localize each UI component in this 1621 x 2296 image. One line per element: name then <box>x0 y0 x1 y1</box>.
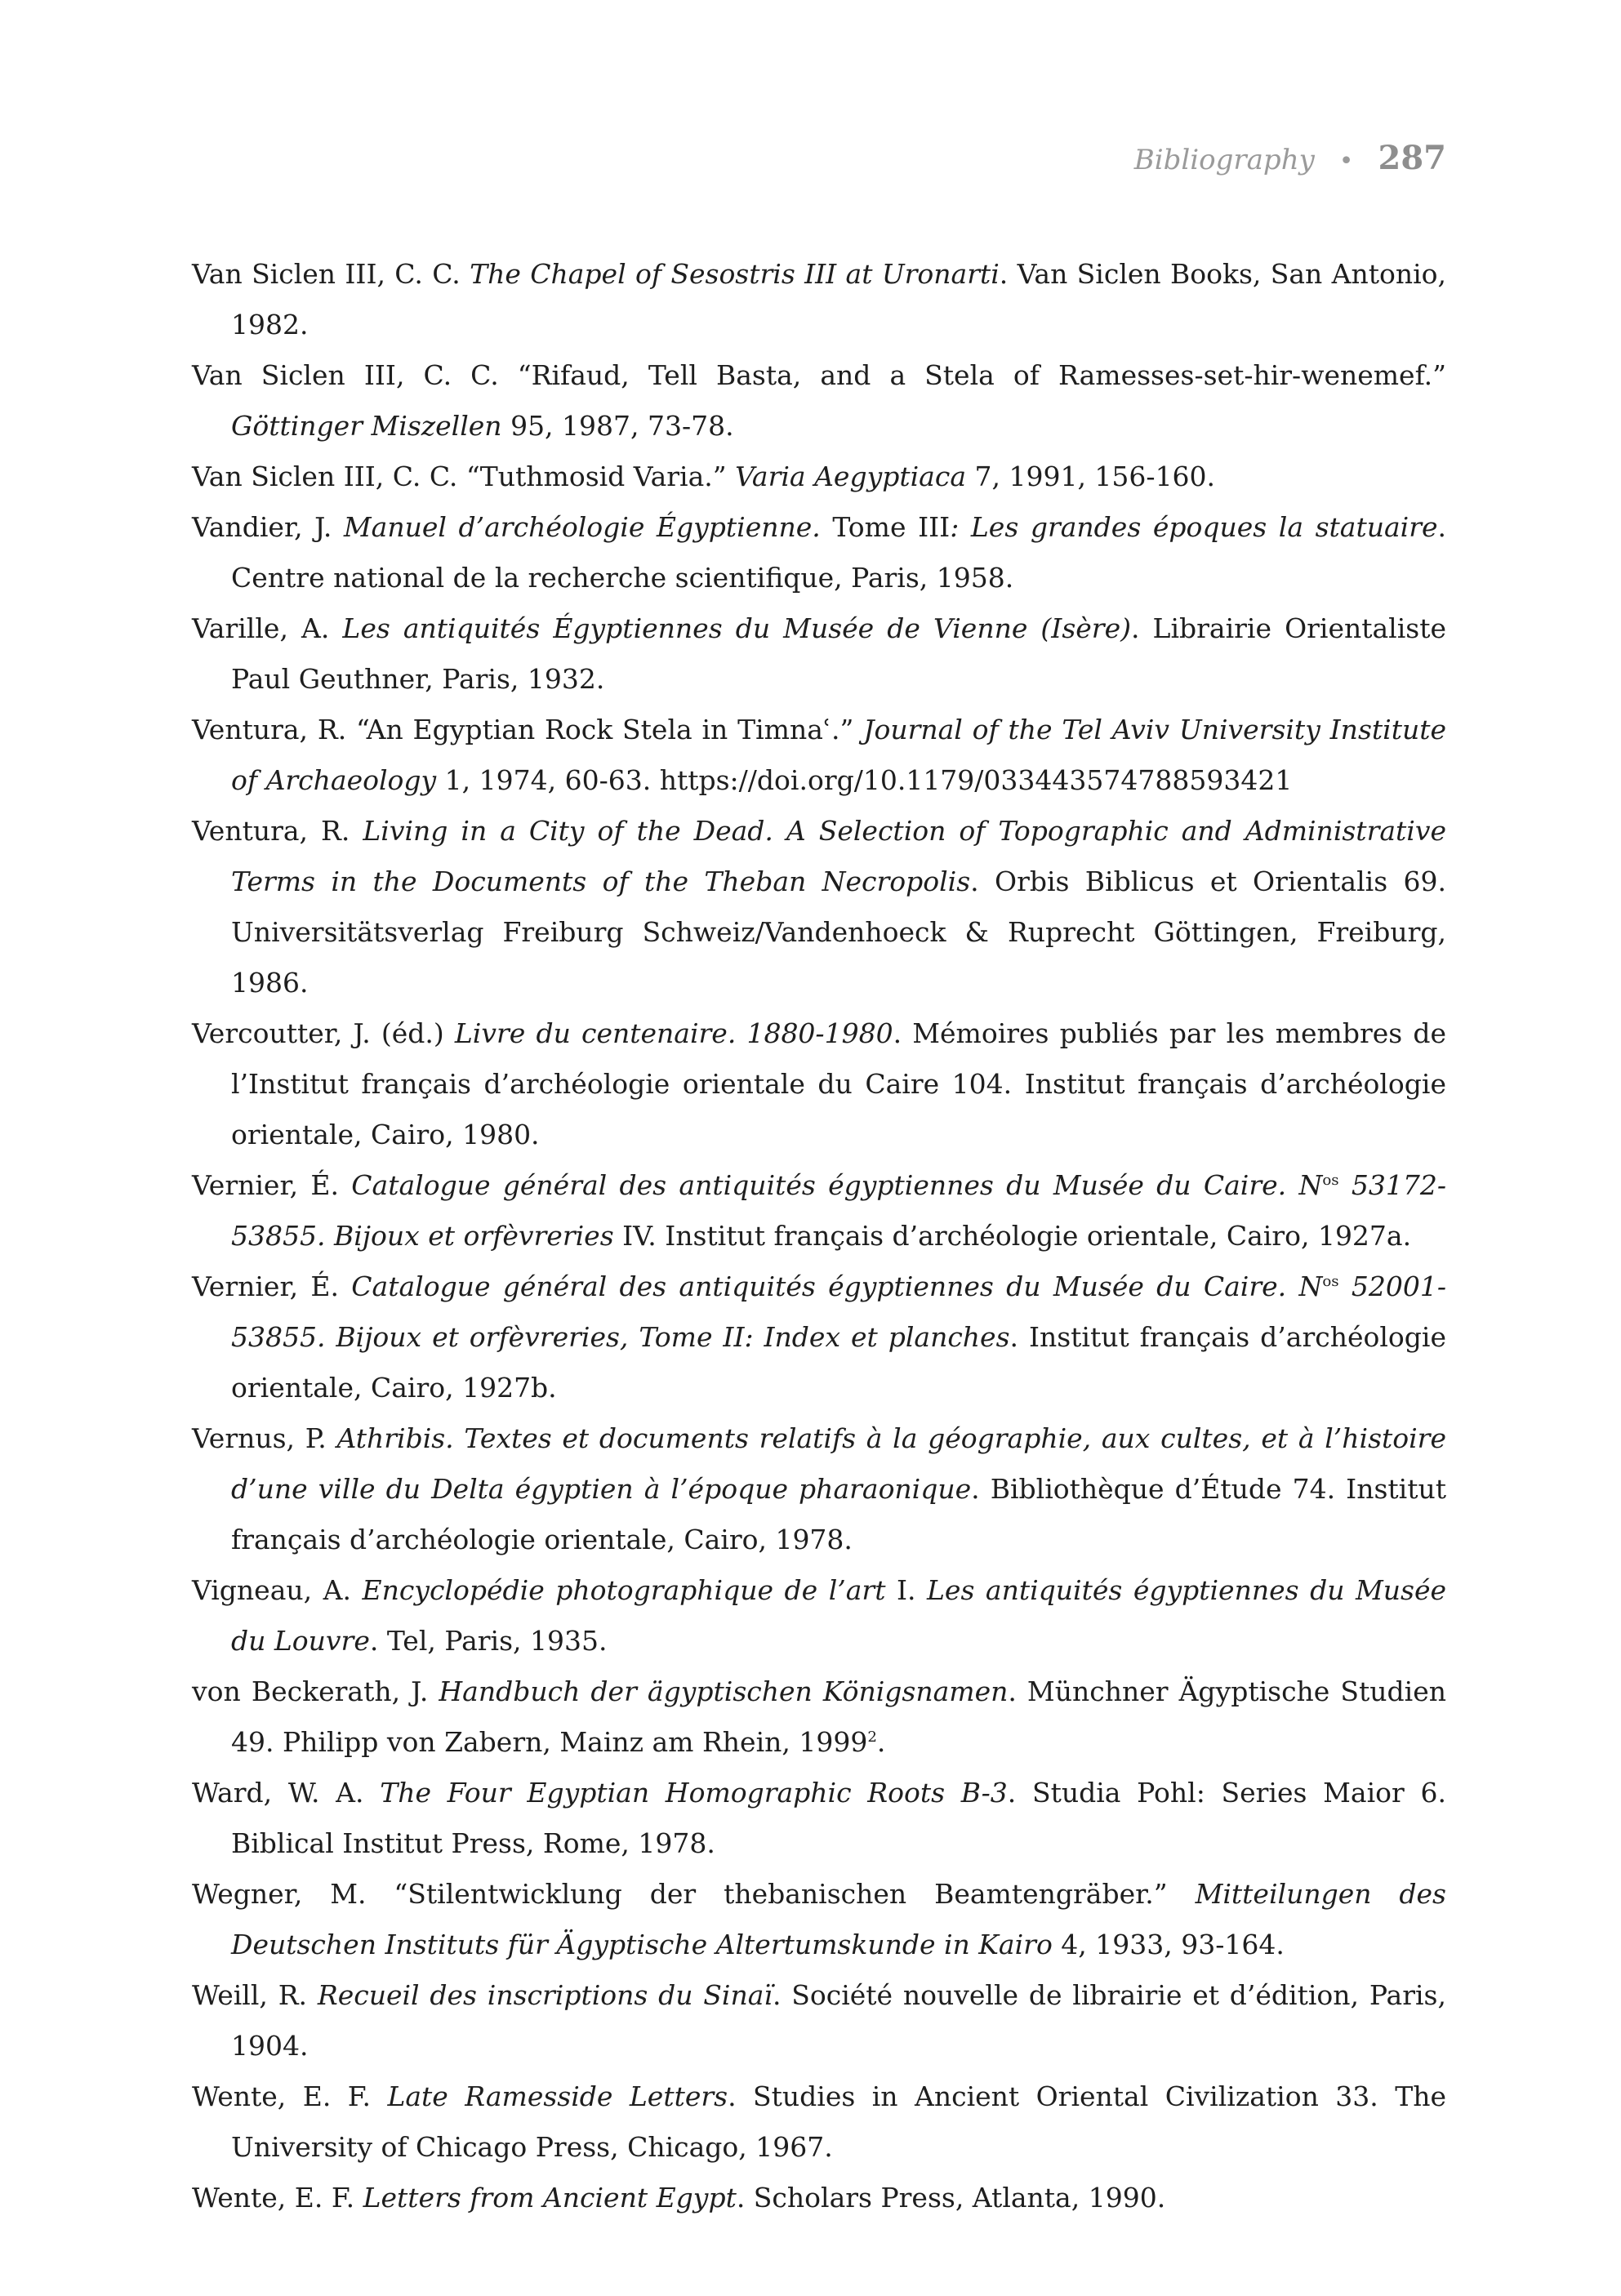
entry-superscript: 2 <box>867 1729 877 1746</box>
entry-text: I. <box>885 1574 928 1606</box>
entry-text: Ward, W. A. <box>192 1777 381 1809</box>
entry-title-italic: Manuel d’archéologie Égyptienne. <box>343 511 821 543</box>
entry-text: Vigneau, A. <box>192 1574 363 1606</box>
entry-text: IV. Institut français d’archéologie orientale, Cairo, 1927a. <box>613 1220 1412 1252</box>
entry-text: . Mémoires publiés par les membres de l’Institut français d’archéologie orientale du Caire 104. Institut français d’archéologie orientale, Cairo, 1980. <box>231 1017 1447 1150</box>
bibliography-entry <box>192 1008 1446 1160</box>
entry-title-italic: Living in a City of the Dead. A Selection of Topographic and Administrative Terms in the Documents of the Theban Necropolis <box>231 815 1447 897</box>
bibliography-entry <box>192 603 1446 705</box>
entry-text: Van Siclen III, C. C. <box>192 258 470 290</box>
header-separator: • <box>1338 147 1354 176</box>
bibliography-entry <box>192 806 1446 1008</box>
entry-text: 7, 1991, 156-160. <box>966 461 1216 492</box>
entry-text: Wegner, M. “Stilentwicklung der thebanischen Beamtengräber.” <box>192 1878 1196 1910</box>
entry-text: . Institut français d’archéologie orientale, Cairo, 1927b. <box>231 1321 1446 1404</box>
entry-text: 1, 1974, 60-63. https://doi.org/10.1179/033443574788593421 <box>436 764 1293 796</box>
entry-text: Vernier, É. <box>192 1270 352 1302</box>
entry-text: . Studies in Ancient Oriental Civilization 33. The University of Chicago Press, Chicago, 1967. <box>231 2080 1446 2163</box>
entry-text: . Société nouvelle de librairie et d’édition, Paris, 1904. <box>231 1979 1446 2062</box>
entry-text: Van Siclen III, C. C. “Tuthmosid Varia.” <box>192 461 736 492</box>
bibliography-entry <box>192 1565 1446 1666</box>
bibliography-entry <box>192 2071 1446 2173</box>
bibliography-entry <box>192 452 1446 502</box>
bibliography-entry <box>192 1666 1446 1768</box>
entry-title-italic: Catalogue général des antiquités égyptiennes du Musée du Caire. N <box>351 1270 1323 1302</box>
section-title: Bibliography <box>1133 144 1315 176</box>
entry-text: 95, 1987, 73-78. <box>501 410 734 442</box>
entry-text: Varille, A. <box>192 612 343 644</box>
entry-text: . Münchner Ägyptische Studien 49. Philipp von Zabern, Mainz am Rhein, 1999 <box>231 1675 1446 1758</box>
entry-text: . Van Siclen Books, San Antonio, 1982. <box>231 258 1446 340</box>
entry-text: Vernus, P. <box>192 1422 337 1454</box>
bibliography-list <box>192 249 1446 2223</box>
entry-text: Ventura, R. “An Egyptian Rock Stela in Timnaʿ.” <box>192 714 864 745</box>
entry-text: . Studia Pohl: Series Maior 6. Biblical Institut Press, Rome, 1978. <box>231 1777 1446 1859</box>
entry-title-italic: Encyclopédie photographique de l’art <box>362 1574 886 1606</box>
entry-text: . <box>876 1726 886 1758</box>
entry-text: Wente, E. F. <box>192 2080 388 2112</box>
entry-title-italic: Journal of the Tel Aviv University Institute of Archaeology <box>231 714 1446 796</box>
entry-text: Van Siclen III, C. C. “Rifaud, Tell Basta, and a Stela of Ramesses-set-hir-wenemef.” <box>192 359 1446 391</box>
entry-title-italic: Athribis. Textes et documents relatifs à la géographie, aux cultes, et à l’histoire d’une ville du Delta égyptien à l’époque pharaonique <box>231 1422 1446 1505</box>
entry-text: . Librairie Orientaliste Paul Geuthner, Paris, 1932. <box>231 612 1447 695</box>
bibliography-entry <box>192 1970 1446 2071</box>
entry-text: Ventura, R. <box>192 815 363 847</box>
entry-superscript: os <box>1322 1172 1339 1189</box>
entry-title-italic: Les antiquités égyptiennes du Musée du Louvre <box>231 1574 1446 1657</box>
bibliography-entry <box>192 1160 1446 1261</box>
entry-title-italic: Catalogue général des antiquités égyptiennes du Musée du Caire. N <box>351 1169 1323 1201</box>
entry-text: von Beckerath, J. <box>192 1675 439 1707</box>
entry-title-italic: Recueil des inscriptions du Sinaï <box>317 1979 773 2011</box>
entry-title-italic: : Les grandes époques la statuaire <box>950 511 1438 543</box>
entry-title-italic: 53172-53855. Bijoux et orfèvreries <box>231 1169 1446 1252</box>
bibliography-entry <box>192 705 1446 806</box>
entry-text: Wente, E. F. <box>192 2182 363 2214</box>
bibliography-entry <box>192 1413 1446 1565</box>
bibliography-entry <box>192 1869 1446 1970</box>
entry-text: . Centre national de la recherche scientifique, Paris, 1958. <box>231 511 1446 594</box>
running-head <box>1134 139 1446 177</box>
page-number: 287 <box>1378 139 1446 177</box>
entry-title-italic: The Chapel of Sesostris III at Uronarti <box>470 258 1000 290</box>
entry-title-italic: Handbuch der ägyptischen Königsnamen <box>439 1675 1009 1707</box>
entry-text: Tome III <box>820 511 951 543</box>
bibliography-entry <box>192 1261 1446 1413</box>
entry-text: Vernier, É. <box>192 1169 352 1201</box>
entry-superscript: os <box>1322 1273 1339 1290</box>
entry-title-italic: 52001-53855. Bijoux et orfèvreries, Tome II: Index et planches <box>231 1270 1446 1353</box>
entry-text: Weill, R. <box>192 1979 318 2011</box>
entry-text: . Scholars Press, Atlanta, 1990. <box>736 2182 1166 2214</box>
entry-title-italic: Les antiquités Égyptiennes du Musée de Vienne (Isère) <box>342 612 1131 644</box>
entry-title-italic: Livre du centenaire. 1880-1980 <box>454 1017 893 1049</box>
entry-text: . Tel, Paris, 1935. <box>369 1625 608 1657</box>
bibliography-entry <box>192 502 1446 603</box>
entry-text: . Bibliothèque d’Étude 74. Institut français d’archéologie orientale, Cairo, 1978. <box>231 1473 1446 1555</box>
entry-text: . Orbis Biblicus et Orientalis 69. Universitätsverlag Freiburg Schweiz/Vandenhoeck & Ruprecht Göttingen, Freiburg, 1986. <box>231 865 1446 999</box>
bibliography-entry <box>192 249 1446 350</box>
entry-text: Vandier, J. <box>192 511 344 543</box>
bibliography-entry <box>192 350 1446 452</box>
bibliography-entry <box>192 2173 1446 2223</box>
entry-text: 4, 1933, 93-164. <box>1052 1929 1285 1960</box>
entry-title-italic: The Four Egyptian Homographic Roots B-3 <box>380 1777 1008 1809</box>
entry-title-italic: Letters from Ancient Egypt <box>363 2182 737 2214</box>
bibliography-entry <box>192 1768 1446 1869</box>
entry-title-italic: Göttinger Miszellen <box>231 410 502 442</box>
entry-title-italic: Mitteilungen des Deutschen Instituts für Ägyptische Altertumskunde in Kairo <box>231 1878 1446 1960</box>
entry-title-italic: Varia Aegyptiaca <box>735 461 966 492</box>
entry-title-italic: Late Ramesside Letters <box>387 2080 728 2112</box>
entry-text: Vercoutter, J. (éd.) <box>192 1017 455 1049</box>
